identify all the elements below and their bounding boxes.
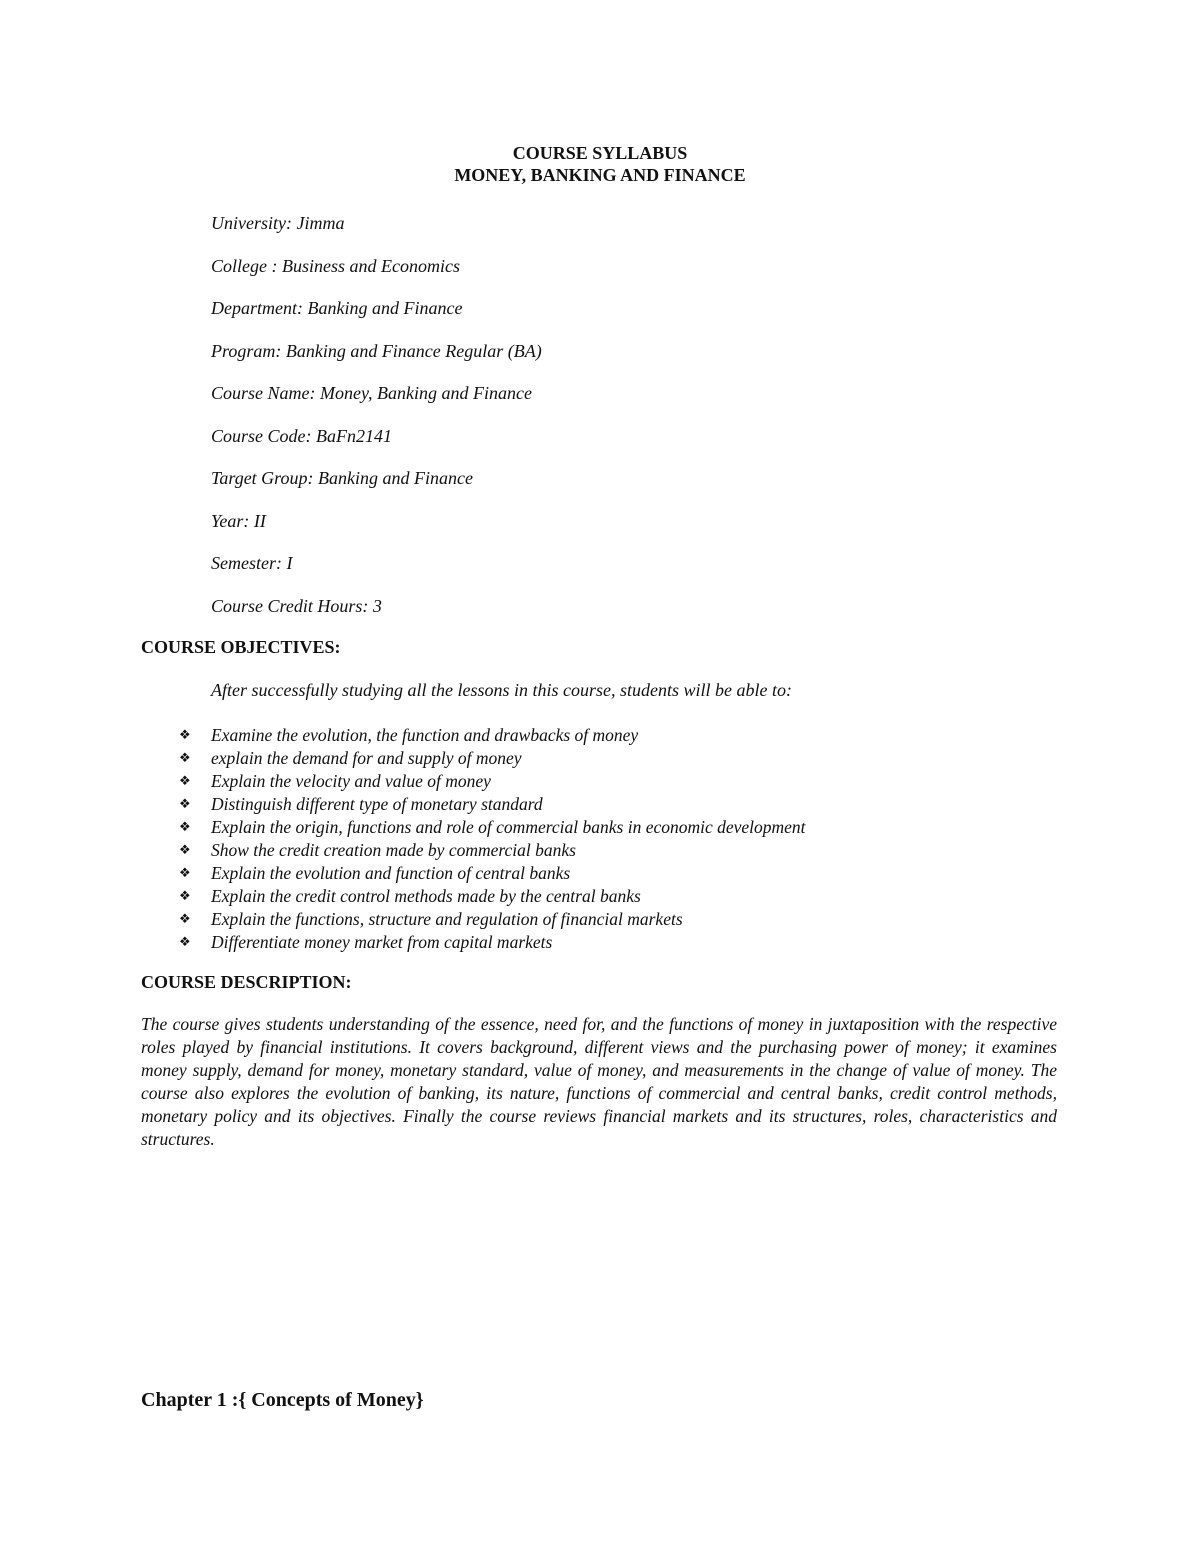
info-target-group: Target Group: Banking and Finance [211,468,473,488]
objective-text: Explain the origin, functions and role of commercial banks in economic development [211,816,806,837]
objective-text: Examine the evolution, the function and drawbacks of money [211,724,639,745]
diamond-bullet-icon: ❖ [179,749,191,765]
info-year: Year: II [211,510,266,531]
objective-text: Distinguish different type of monetary standard [211,793,543,814]
diamond-bullet-icon: ❖ [179,887,191,903]
objective-text: Explain the velocity and value of money [211,770,491,791]
objectives-heading: COURSE OBJECTIVES: [141,637,341,657]
objective-item [179,884,806,907]
course-title: MONEY, BANKING AND FINANCE [454,165,746,185]
objective-item [179,861,806,884]
description-paragraph: The course gives students understanding of the essence, need for, and the functions of money in juxtaposition with the respective roles played by financial institutions. It covers background, different views and the purchasing power of money; it examines money supply, demand for money, monetary standard, value of money, and measurements in the change of value of money. The course also explores the evolution of banking, its nature, functions of commercial and central banks, credit control methods, monetary policy and its objectives. Finally the course reviews financial markets and its structures, roles, characteristics and structures. [141,1014,1057,1149]
diamond-bullet-icon: ❖ [179,795,191,811]
objectives-list [179,723,806,953]
info-credit-hours: Course Credit Hours: 3 [211,595,382,616]
info-program: Program: Banking and Finance Regular (BA) [211,340,542,361]
description-heading: COURSE DESCRIPTION: [141,972,352,992]
diamond-bullet-icon: ❖ [179,818,191,834]
document-title: COURSE SYLLABUS [512,143,688,163]
info-course-name: Course Name: Money, Banking and Finance [211,383,532,403]
info-course-code: Course Code: BaFn2141 [211,425,392,446]
objective-text: Explain the evolution and function of central banks [211,862,571,883]
objective-item [179,907,806,930]
objective-text: Show the credit creation made by commercial banks [211,839,576,860]
diamond-bullet-icon: ❖ [179,726,191,742]
objective-text: Explain the credit control methods made by the central banks [211,885,641,906]
diamond-bullet-icon: ❖ [179,841,191,857]
objective-item [179,769,806,792]
objective-text: Differentiate money market from capital markets [211,931,553,952]
title-block [0,142,1200,186]
objective-item [179,746,806,769]
info-university: University: Jimma [211,213,345,233]
diamond-bullet-icon: ❖ [179,864,191,880]
objective-item [179,723,806,746]
info-semester: Semester: I [211,553,293,573]
objectives-intro: After successfully studying all the lessons in this course, students will be able to: [211,680,792,700]
objective-item [179,815,806,838]
objective-item [179,930,806,953]
course-info-list [211,212,542,637]
diamond-bullet-icon: ❖ [179,772,191,788]
objective-item [179,838,806,861]
chapter-heading: Chapter 1 :{ Concepts of Money} [141,1389,424,1411]
info-department: Department: Banking and Finance [211,298,463,318]
objective-item [179,792,806,815]
objective-text: explain the demand for and supply of money [211,747,522,768]
diamond-bullet-icon: ❖ [179,910,191,926]
diamond-bullet-icon: ❖ [179,933,191,949]
objective-text: Explain the functions, structure and regulation of financial markets [211,908,683,929]
info-college: College : Business and Economics [211,255,460,276]
